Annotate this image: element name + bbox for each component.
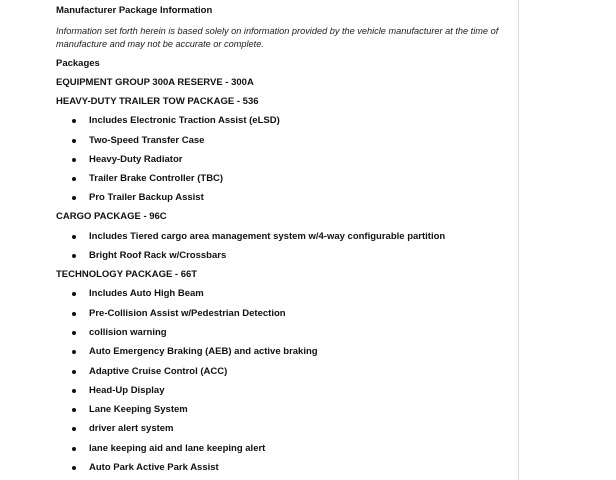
bullet-icon [72, 177, 76, 181]
list-item-text: Pre-Collision Assist w/Pedestrian Detection [89, 307, 286, 319]
bullet-icon [72, 389, 76, 393]
list-item [56, 308, 511, 320]
bullet-icon [72, 408, 76, 412]
list-item [56, 404, 511, 416]
list-item [56, 366, 511, 378]
package-heading: HEAVY-DUTY TRAILER TOW PACKAGE - 536 [56, 96, 259, 107]
list-item-text: Pro Trailer Backup Assist [89, 192, 204, 204]
list-item [56, 288, 511, 300]
list-item-text: Auto Park Active Park Assist [89, 462, 219, 474]
package-heading: TECHNOLOGY PACKAGE - 66T [56, 269, 198, 281]
list-item [56, 173, 511, 185]
list-item-text: Auto Emergency Braking (AEB) and active braking [89, 346, 318, 358]
list-item-text: Adaptive Cruise Control (ACC) [89, 365, 228, 377]
list-item [56, 423, 511, 435]
bullet-icon [72, 254, 76, 258]
list-item [56, 135, 511, 147]
list-item-text: Trailer Brake Controller (TBC) [89, 173, 224, 185]
bullet-icon [72, 370, 76, 374]
bullet-icon [72, 235, 76, 239]
list-item [56, 327, 511, 339]
list-item-text: Includes Electronic Traction Assist (eLSD) [89, 115, 280, 127]
list-item-text: Lane Keeping System [89, 404, 188, 416]
package-heading: CARGO PACKAGE - 96C [56, 211, 167, 223]
package-item-list [56, 231, 511, 262]
list-item [56, 154, 511, 166]
list-item-text: driver alert system [89, 423, 174, 435]
packages-label: Packages [56, 58, 100, 69]
package-heading: EQUIPMENT GROUP 300A RESERVE - 300A [56, 77, 254, 88]
list-item [56, 346, 511, 358]
list-item [56, 231, 511, 243]
list-item-text: Two-Speed Transfer Case [89, 134, 205, 146]
list-item-text: lane keeping aid and lane keeping alert [89, 442, 266, 454]
bullet-icon [72, 119, 76, 123]
package-document [56, 0, 511, 474]
bullet-icon [72, 139, 76, 143]
disclaimer-text: Information set forth herein is based solely on information provided by the vehicle manufacturer at the time of manufacture and may not be accurate or complete. [56, 26, 499, 49]
list-item-text: collision warning [89, 326, 167, 338]
list-item [56, 250, 511, 262]
bullet-icon [72, 158, 76, 162]
list-item-text: Includes Auto High Beam [89, 288, 204, 300]
list-item [56, 462, 511, 474]
list-item-text: Includes Tiered cargo area management system w/4-way configurable partition [89, 230, 446, 242]
list-item-text: Bright Roof Rack w/Crossbars [89, 250, 227, 262]
list-item-text: Head-Up Display [89, 384, 165, 396]
list-item [56, 115, 511, 127]
list-item-text: Heavy-Duty Radiator [89, 153, 183, 165]
bullet-icon [72, 350, 76, 354]
bullet-icon [72, 427, 76, 431]
package-item-list [56, 115, 511, 204]
bullet-icon [72, 292, 76, 296]
list-item [56, 385, 511, 397]
package-section [56, 269, 511, 474]
bullet-icon [72, 196, 76, 200]
package-section [56, 96, 511, 204]
bullet-icon [72, 331, 76, 335]
package-section [56, 211, 511, 262]
bullet-icon [72, 312, 76, 316]
document-title: Manufacturer Package Information [56, 5, 213, 16]
package-list [56, 77, 511, 474]
list-item [56, 443, 511, 455]
package-item-list [56, 288, 511, 474]
package-section [56, 77, 511, 89]
bullet-icon [72, 447, 76, 451]
page-edge-divider [518, 0, 519, 480]
bullet-icon [72, 466, 76, 470]
list-item [56, 192, 511, 204]
